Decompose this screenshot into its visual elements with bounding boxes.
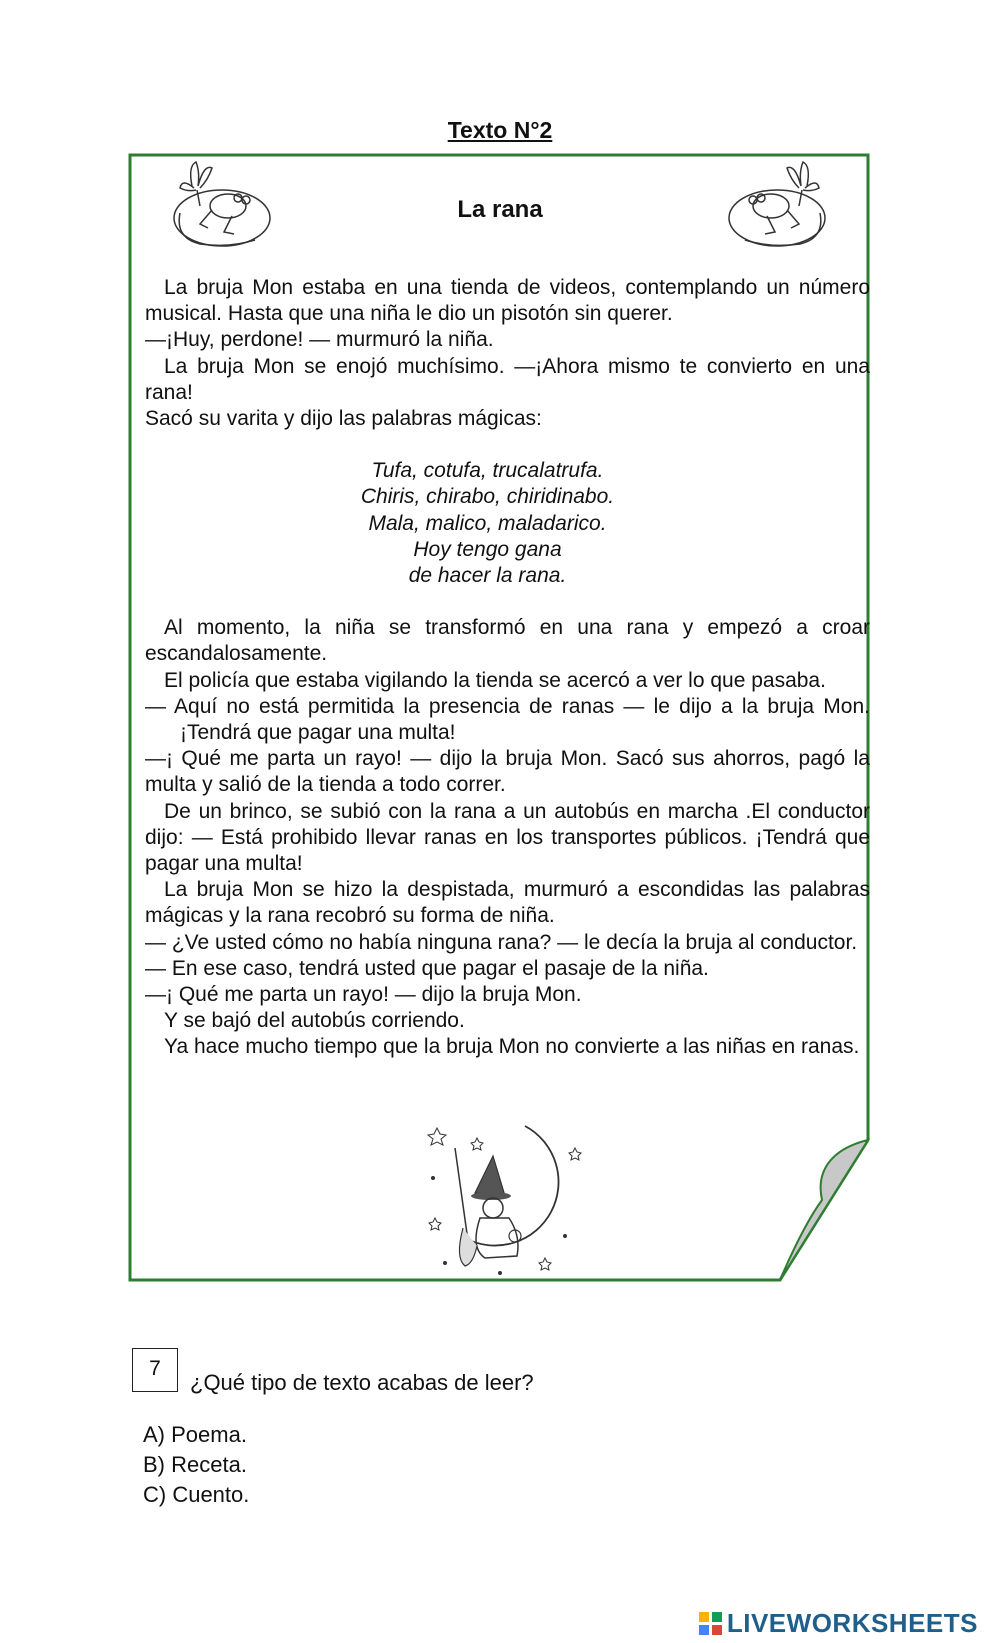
- story-paragraph: De un brinco, se subió con la rana a un autobús en marcha .El conductor dijo: — Está prohibido llevar ranas en los transportes públicos. ¡Tendrá que pagar una multa!: [145, 799, 870, 876]
- answer-options: [143, 1420, 249, 1510]
- liveworksheets-logo[interactable]: [699, 1608, 978, 1639]
- spell-line: Chiris, chirabo, chiridinabo.: [360, 485, 615, 509]
- magic-spell: [145, 458, 870, 589]
- story-paragraph: Al momento, la niña se transformó en una rana y empezó a croar escandalosamente.: [145, 616, 870, 666]
- story-paragraph: — En ese caso, tendrá usted que pagar el pasaje de la niña.: [145, 956, 709, 980]
- question-number-box: 7: [132, 1348, 178, 1392]
- answer-option-a[interactable]: A) Poema.: [143, 1422, 247, 1447]
- story-paragraph: La bruja Mon se hizo la despistada, murmuró a escondidas las palabras mágicas y la rana recobró su forma de niña.: [145, 878, 870, 928]
- story-paragraph: El policía que estaba vigilando la tienda se acercó a ver lo que pasaba.: [164, 668, 826, 692]
- page-curl: [780, 1140, 868, 1280]
- story-paragraph: Ya hace mucho tiempo que la bruja Mon no convierte a las niñas en ranas.: [164, 1035, 860, 1059]
- story-paragraph: — Aquí no está permitida la presencia de ranas — le dijo a la bruja Mon. ¡Tendrá que pagar una multa!: [145, 694, 870, 745]
- story-paragraph: Sacó su varita y dijo las palabras mágicas:: [145, 407, 542, 431]
- liveworksheets-logo-icon: [699, 1612, 723, 1636]
- spell-line: Tufa, cotufa, trucalatrufa.: [371, 459, 604, 483]
- answer-option-b[interactable]: B) Receta.: [143, 1452, 247, 1477]
- witch-on-moon-illustration: [425, 1118, 595, 1278]
- story-paragraph: —¡ Qué me parta un rayo! — dijo la bruja Mon.: [145, 983, 582, 1007]
- story-paragraph: —¡Huy, perdone! — murmuró la niña.: [145, 328, 494, 352]
- spell-line: Hoy tengo gana: [413, 537, 562, 561]
- spell-line: de hacer la rana.: [408, 564, 567, 588]
- story-paragraph: La bruja Mon estaba en una tienda de videos, contemplando un número musical. Hasta que una niña le dio un pisotón sin querer.: [145, 276, 870, 326]
- story-paragraph: La bruja Mon se enojó muchísimo. —¡Ahora mismo te convierto en una rana!: [145, 354, 870, 404]
- spell-line: Mala, malico, maladarico.: [368, 511, 607, 535]
- story-title: La rana: [457, 196, 543, 223]
- story-paragraph: Y se bajó del autobús corriendo.: [164, 1009, 465, 1033]
- story-paragraph: —¡ Qué me parta un rayo! — dijo la bruja Mon. Sacó sus ahorros, pagó la multa y salió de la tienda a todo correr.: [145, 747, 870, 797]
- story-body: [145, 275, 870, 1061]
- answer-option-c[interactable]: C) Cuento.: [143, 1482, 250, 1507]
- worksheet-heading: Texto N°2: [447, 117, 553, 143]
- question-text: ¿Qué tipo de texto acabas de leer?: [190, 1370, 534, 1395]
- logo-text: LIVEWORKSHEETS: [726, 1608, 978, 1638]
- story-paragraph: — ¿Ve usted cómo no había ninguna rana? — le decía la bruja al conductor.: [145, 930, 858, 954]
